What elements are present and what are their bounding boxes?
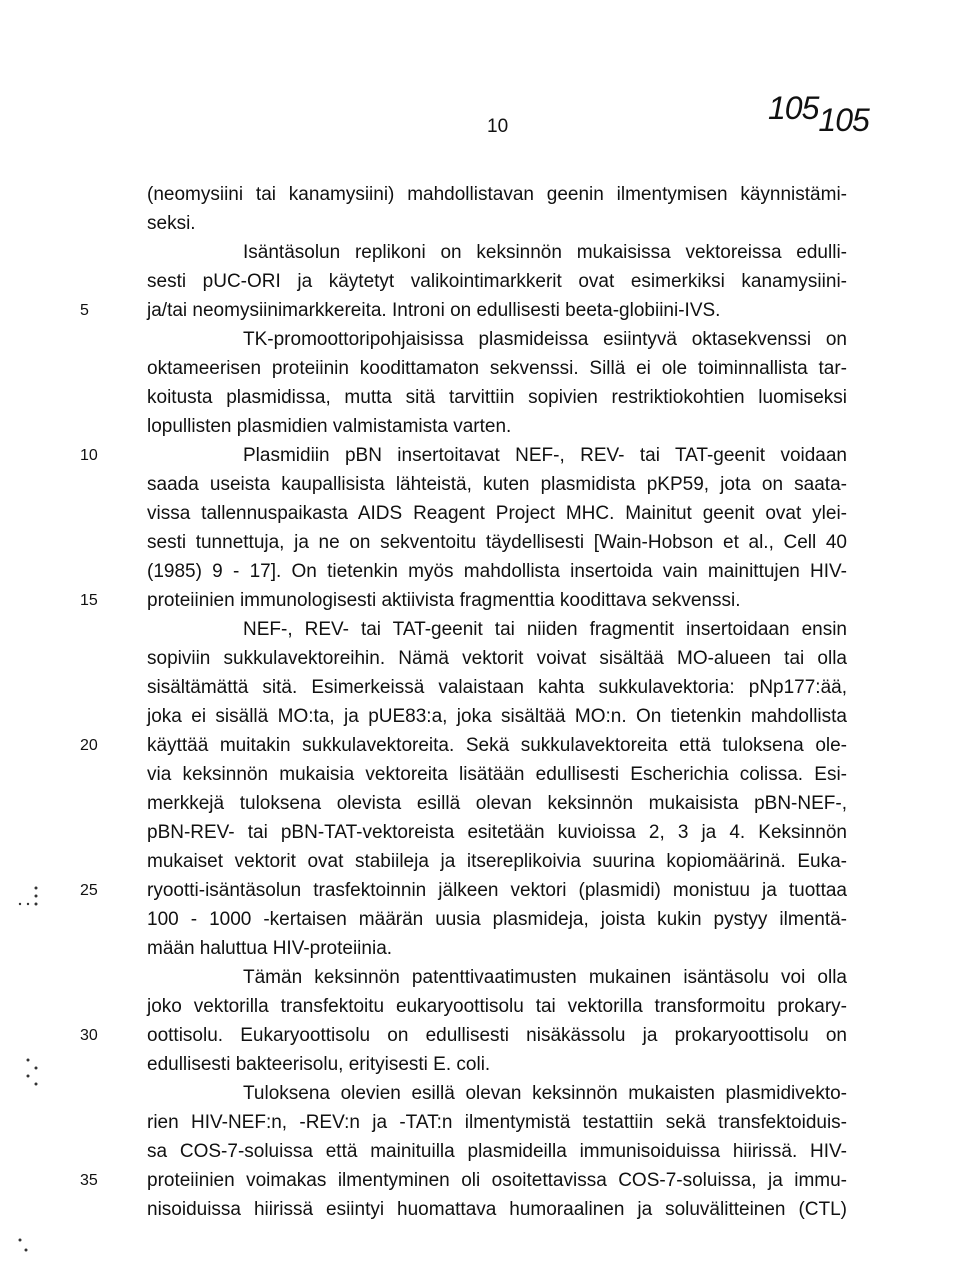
speckle-dot [35, 1083, 38, 1086]
text-line: via keksinnön mukaisia vektoreita lisätään edullisesti Escherichia colissa. Esi- [147, 764, 847, 785]
patent-number-part-a: 105 [768, 90, 819, 126]
text-line: rien HIV-NEF:n, -REV:n ja -TAT:n ilmentymistä testattiin sekä transfektoiduis- [147, 1112, 847, 1133]
text-line: oktameerisen proteiinin koodittamaton sekvenssi. Sillä ei ole toiminnallista tar- [147, 358, 847, 379]
text-line: Tuloksena olevien esillä olevan keksinnön mukaisten plasmidivekto- [243, 1083, 847, 1104]
text-line: koitusta plasmidissa, mutta sitä tarvittiin sopivien restriktiokohtien luomiseksi [147, 387, 847, 408]
line-number: 25 [80, 882, 98, 899]
text-line: merkkejä tuloksena olevista esillä olevan keksinnön mukaisista pBN-NEF-, [147, 793, 847, 814]
line-number: 15 [80, 592, 98, 609]
text-line: seksi. [147, 213, 196, 234]
text-line: sesti pUC-ORI ja käytetyt valikointimarkkerit ovat esimerkiksi kanamysiini- [147, 271, 847, 292]
text-line: TK-promoottoripohjaisissa plasmideissa esiintyvä oktasekvenssi on [243, 329, 847, 350]
speckle-dot [35, 903, 38, 906]
text-line: oottisolu. Eukaryoottisolu on edullisesti nisäkässolu ja prokaryoottisolu on [147, 1025, 847, 1046]
speckle-dot [19, 1239, 22, 1242]
speckle-dot [27, 903, 29, 905]
text-line: NEF-, REV- tai TAT-geenit tai niiden fragmentit insertoidaan ensin [243, 619, 847, 640]
patent-number-part-b: 105 [818, 102, 869, 138]
text-line: sesti tunnettuja, ja ne on sekventoitu täydellisesti [Wain-Hobson et al., Cell 40 [147, 532, 847, 553]
text-line: Isäntäsolun replikoni on keksinnön mukaisissa vektoreissa edulli- [243, 242, 847, 263]
text-line: (1985) 9 - 17]. On tietenkin myös mahdollista insertoida vain mainittujen HIV- [147, 561, 847, 582]
text-line: ryootti-isäntäsolun trasfektoinnin jälkeen vektori (plasmidi) monistuu ja tuottaa [147, 880, 847, 901]
text-line: sa COS-7-soluissa että mainituilla plasmideilla immunisoiduissa hiirissä. HIV- [147, 1141, 847, 1162]
text-line: 100 - 1000 -kertaisen määrän uusia plasmideja, joista kukin pystyy ilmentä- [147, 909, 847, 930]
text-line: mukaiset vektorit ovat stabiileja ja itsereplikoivia suurina kopiomäärinä. Euka- [147, 851, 847, 872]
speckle-dot [35, 887, 38, 890]
speckle-dot [35, 895, 38, 898]
speckle-dot [27, 1059, 30, 1062]
text-line: joko vektorilla transfektoitu eukaryoottisolu tai vektorilla transformoitu prokary- [147, 996, 847, 1017]
text-line: Tämän keksinnön patenttivaatimusten mukainen isäntäsolu voi olla [243, 967, 847, 988]
text-line: proteiinien voimakas ilmentyminen oli osoitettavissa COS-7-soluissa, ja immu- [147, 1170, 847, 1191]
text-line: vissa tallennuspaikasta AIDS Reagent Project MHC. Mainitut geenit ovat ylei- [147, 503, 847, 524]
text-line: edullisesti bakteerisolu, erityisesti E. coli. [147, 1054, 491, 1075]
speckle-dot [19, 903, 21, 905]
line-number: 20 [80, 737, 98, 754]
line-number: 10 [80, 447, 98, 464]
text-line: saada useista kaupallisista lähteistä, kuten plasmidista pKP59, jota on saata- [147, 474, 847, 495]
text-line: joka ei sisällä MO:ta, ja pUE83:a, joka sisältää MO:n. On tietenkin mahdollista [147, 706, 847, 727]
text-line: Plasmidiin pBN insertoitavat NEF-, REV- tai TAT-geenit voidaan [243, 445, 847, 466]
text-line: sisältämättä sitä. Esimerkeissä valaistaan kahta sukkulavektoria: pNp177:ää, [147, 677, 847, 698]
text-line: pBN-REV- tai pBN-TAT-vektoreista esitetään kuvioissa 2, 3 ja 4. Keksinnön [147, 822, 847, 843]
line-number: 30 [80, 1027, 98, 1044]
line-number: 5 [80, 302, 89, 319]
line-number: 35 [80, 1172, 98, 1189]
speckle-dot [25, 1249, 28, 1252]
text-line: nisoiduissa hiirissä esiintyi huomattava humoraalinen ja soluvälitteinen (CTL) [147, 1199, 847, 1220]
speckle-dot [35, 1067, 38, 1070]
text-line: käyttää muitakin sukkulavektoreita. Sekä sukkulavektoreita että tuloksena ole- [147, 735, 847, 756]
text-line: proteiinien immunologisesti aktiivista fragmenttia koodittava sekvenssi. [147, 590, 741, 611]
speckle-dot [27, 1075, 30, 1078]
text-line: sopiviin sukkulavektoreihin. Nämä vektorit voivat sisältää MO-alueen tai olla [147, 648, 847, 669]
text-line: lopullisten plasmidien valmistamista varten. [147, 416, 512, 437]
text-line: (neomysiini tai kanamysiini) mahdollistavan geenin ilmentymisen käynnistämi- [147, 184, 847, 205]
text-line: mään haluttua HIV-proteiinia. [147, 938, 393, 959]
scan-speckles [0, 0, 60, 1261]
page-number: 10 [487, 116, 509, 137]
text-line: ja/tai neomysiinimarkkereita. Introni on edullisesti beeta-globiini-IVS. [147, 300, 721, 321]
patent-number [768, 90, 869, 138]
